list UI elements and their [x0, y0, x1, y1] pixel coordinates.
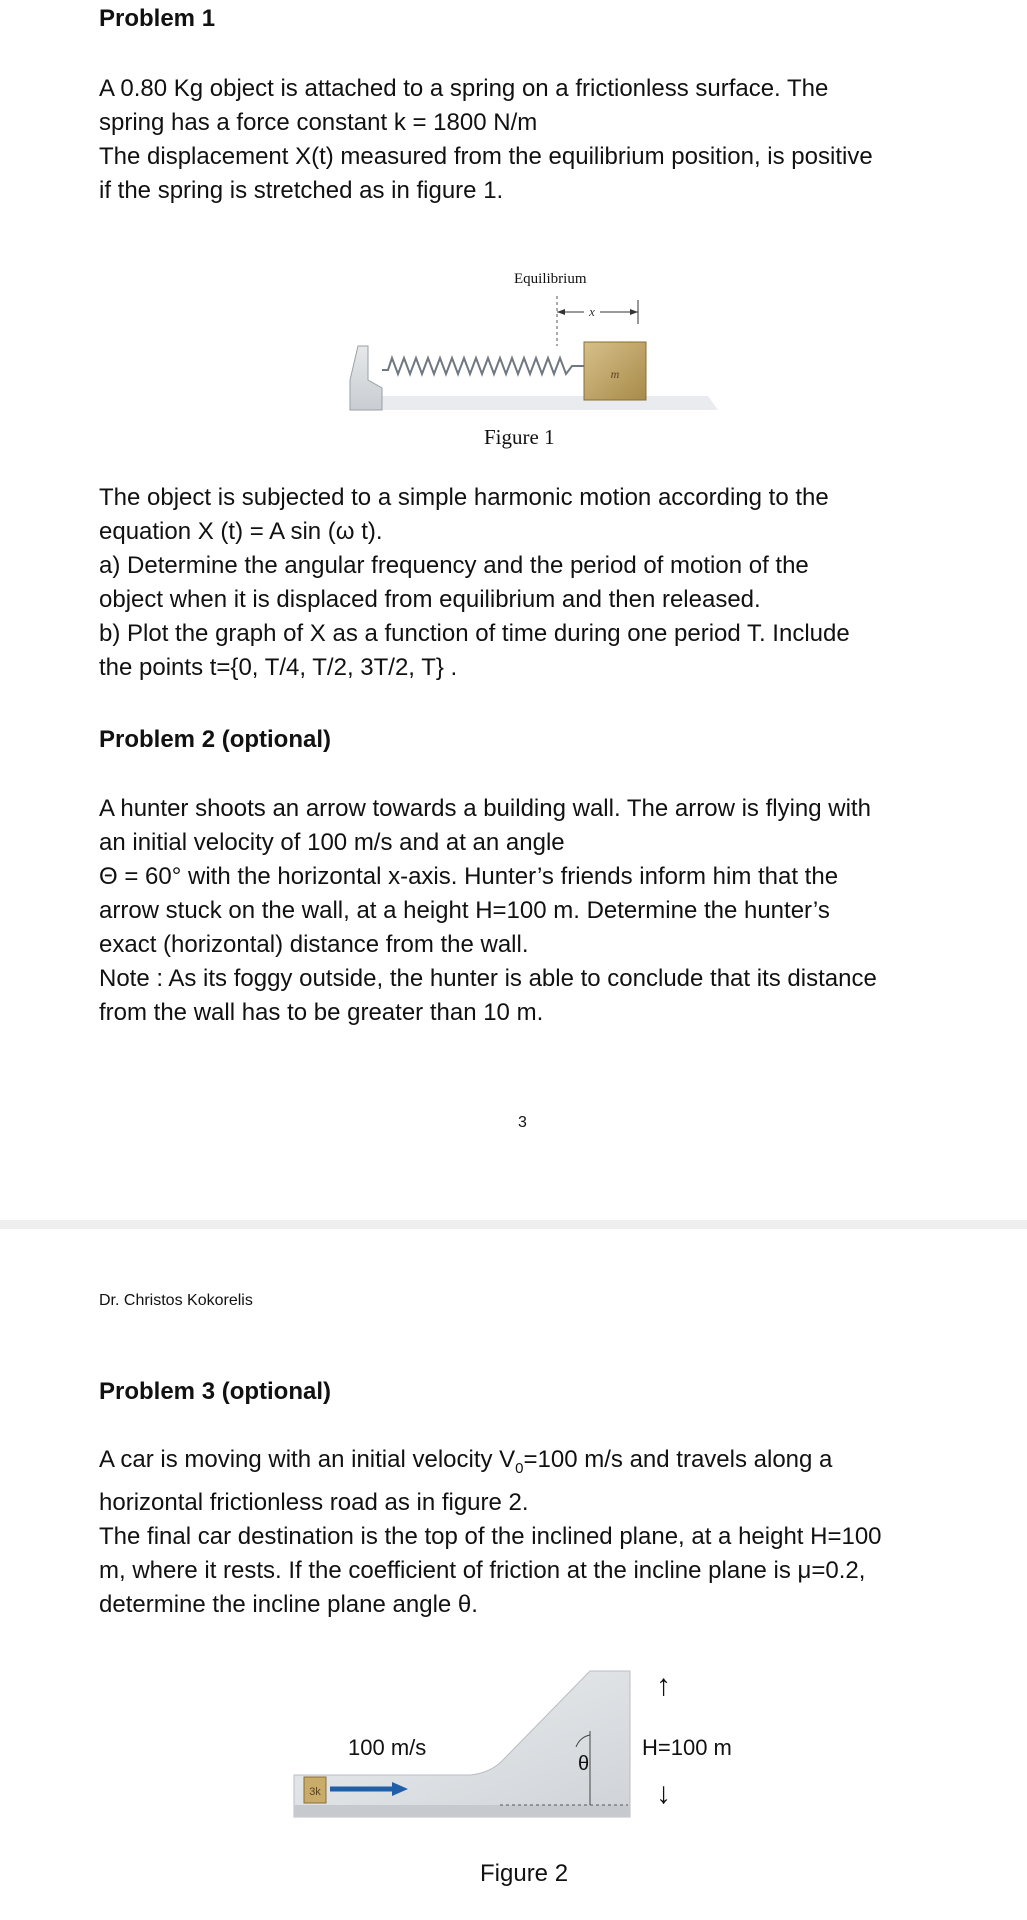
problem-1-heading: Problem 1 — [99, 5, 216, 32]
text-line: m, where it rests. If the coefficient of friction at the incline plane is μ=0.2, — [99, 1556, 866, 1584]
document-page-bottom — [0, 1229, 1027, 1920]
text-line: if the spring is stretched as in figure 1. — [99, 177, 504, 204]
text-line: Θ = 60° with the horizontal x-axis. Hunter’s friends inform him that the — [99, 863, 839, 890]
arrowhead-right-icon — [630, 309, 638, 315]
figure-1-caption: Figure 1 — [484, 425, 555, 449]
text-line: horizontal frictionless road as in figure 2. — [99, 1488, 529, 1516]
arrow-down-icon: ↓ — [656, 1777, 671, 1810]
arrowhead-left-icon — [557, 309, 565, 315]
text-line: spring has a force constant k = 1800 N/m — [99, 109, 538, 136]
text-line: object when it is displaced from equilibrium and then released. — [99, 586, 761, 613]
text-line: Note : As its foggy outside, the hunter is able to conclude that its distance — [99, 965, 877, 992]
displacement-x-label: x — [589, 304, 595, 319]
text-line: A hunter shoots an arrow towards a building wall. The arrow is flying with — [99, 795, 871, 822]
equilibrium-label: Equilibrium — [514, 271, 587, 287]
text-line: The object is subjected to a simple harmonic motion according to the — [99, 484, 829, 511]
text-line: The final car destination is the top of the inclined plane, at a height H=100 — [99, 1522, 882, 1550]
problem-1-body — [99, 481, 969, 685]
spring-icon — [382, 358, 584, 374]
text-line: The displacement X(t) measured from the equilibrium position, is positive — [99, 143, 873, 170]
ground-strip — [294, 1805, 630, 1817]
problem-3-heading: Problem 3 (optional) — [99, 1378, 332, 1405]
text-line: the points t={0, T/4, T/2, 3T/2, T} . — [99, 654, 458, 681]
page-number: 3 — [518, 1114, 527, 1131]
text-line: from the wall has to be greater than 10 m. — [99, 999, 544, 1026]
text-line: an initial velocity of 100 m/s and at an angle — [99, 829, 565, 856]
car-label: 3k — [309, 1786, 321, 1798]
page-header-author: Dr. Christos Kokorelis — [99, 1292, 253, 1309]
text-line: equation X (t) = A sin (ω t). — [99, 518, 383, 545]
arrow-up-icon: ↑ — [656, 1669, 671, 1702]
height-label: H=100 m — [642, 1735, 732, 1760]
figure-2-caption: Figure 2 — [480, 1860, 569, 1887]
problem-2-heading: Problem 2 (optional) — [99, 726, 332, 753]
floor-surface — [348, 396, 718, 410]
mass-label: m — [610, 367, 620, 381]
problem-1-intro — [99, 72, 969, 208]
angle-label: θ — [578, 1753, 590, 1775]
text-line: A car is moving with an initial velocity $V_0=100$ m/s and travels along a — [99, 1446, 833, 1477]
text-line: a) Determine the angular frequency and the period of motion of the — [99, 552, 809, 579]
text-line: b) Plot the graph of X as a function of time during one period T. Include — [99, 620, 850, 647]
problem-2-body — [99, 792, 969, 1030]
problem-3-body — [99, 1443, 969, 1622]
text-line: arrow stuck on the wall, at a height H=100 m. Determine the hunter’s — [99, 897, 830, 924]
text-line: exact (horizontal) distance from the wall. — [99, 931, 529, 958]
text-line: A 0.80 Kg object is attached to a spring on a frictionless surface. The — [99, 75, 829, 102]
wall-anchor-icon — [350, 346, 382, 410]
page-separator — [0, 1220, 1027, 1229]
text-line: determine the incline plane angle θ. — [99, 1590, 478, 1618]
velocity-label: 100 m/s — [348, 1735, 427, 1760]
incline-plane — [294, 1671, 630, 1817]
